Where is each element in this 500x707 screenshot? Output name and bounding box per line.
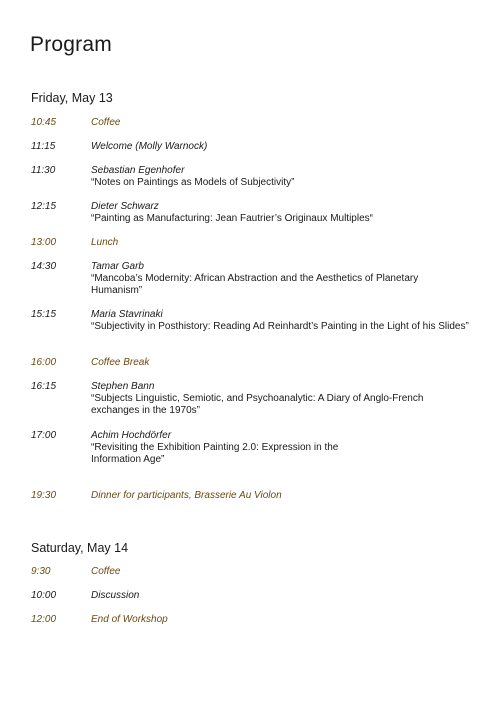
entry-title: Coffee Break <box>91 357 150 368</box>
day-heading-friday: Friday, May 13 <box>31 91 113 105</box>
entry-talk-title: “Subjects Linguistic, Semiotic, and Psychoanalytic: A Diary of Anglo-French exchanges in the 1970s” <box>91 393 424 416</box>
entry-title: Coffee <box>91 566 121 577</box>
entry-speaker: Achim Hochdörfer <box>91 430 172 441</box>
entry-speaker: Maria Stavrinaki <box>91 309 163 320</box>
entry-time: 11:15 <box>31 141 56 152</box>
entry-time: 12:00 <box>31 614 57 625</box>
entry-time: 15:15 <box>31 309 57 320</box>
entry-speaker: Sebastian Egenhofer <box>91 165 185 176</box>
day-heading-saturday: Saturday, May 14 <box>31 541 129 555</box>
entry-time: 16:00 <box>31 357 57 368</box>
entry-time: 14:30 <box>31 261 57 272</box>
entry-speaker: Stephen Bann <box>91 381 155 392</box>
entry-time: 11:30 <box>31 165 56 176</box>
entry-title: End of Workshop <box>91 614 168 625</box>
entry-time: 13:00 <box>31 237 57 248</box>
entry-speaker: Dieter Schwarz <box>91 201 159 212</box>
entry-title: Dinner for participants, Brasserie Au Violon <box>91 490 282 501</box>
entry-title: Discussion <box>91 590 140 601</box>
entry-time: 19:30 <box>31 490 57 501</box>
entry-talk-title: “Mancoba’s Modernity: African Abstraction and the Aesthetics of Planetary Humanism” <box>91 273 419 296</box>
entry-speaker: Tamar Garb <box>91 261 144 272</box>
entry-time: 16:15 <box>31 381 57 392</box>
entry-time: 9:30 <box>31 566 51 577</box>
entry-title: Welcome (Molly Warnock) <box>91 141 208 152</box>
entry-talk-title: “Painting as Manufacturing: Jean Fautrier’s Originaux Multiples“ <box>91 213 373 224</box>
page-title: Program <box>30 33 112 56</box>
entry-talk-title: “Revisiting the Exhibition Painting 2.0: Expression in the Information Age” <box>91 442 339 465</box>
entry-time: 10:45 <box>31 117 57 128</box>
entry-time: 12:15 <box>31 201 57 212</box>
entry-time: 10:00 <box>31 590 57 601</box>
entry-talk-title: “Notes on Paintings as Models of Subjectivity” <box>91 177 295 188</box>
entry-title: Coffee <box>91 117 121 128</box>
entry-time: 17:00 <box>31 430 57 441</box>
entry-title: Lunch <box>91 237 119 248</box>
entry-talk-title: “Subjectivity in Posthistory: Reading Ad Reinhardt’s Painting in the Light of his Slides” <box>91 321 469 332</box>
